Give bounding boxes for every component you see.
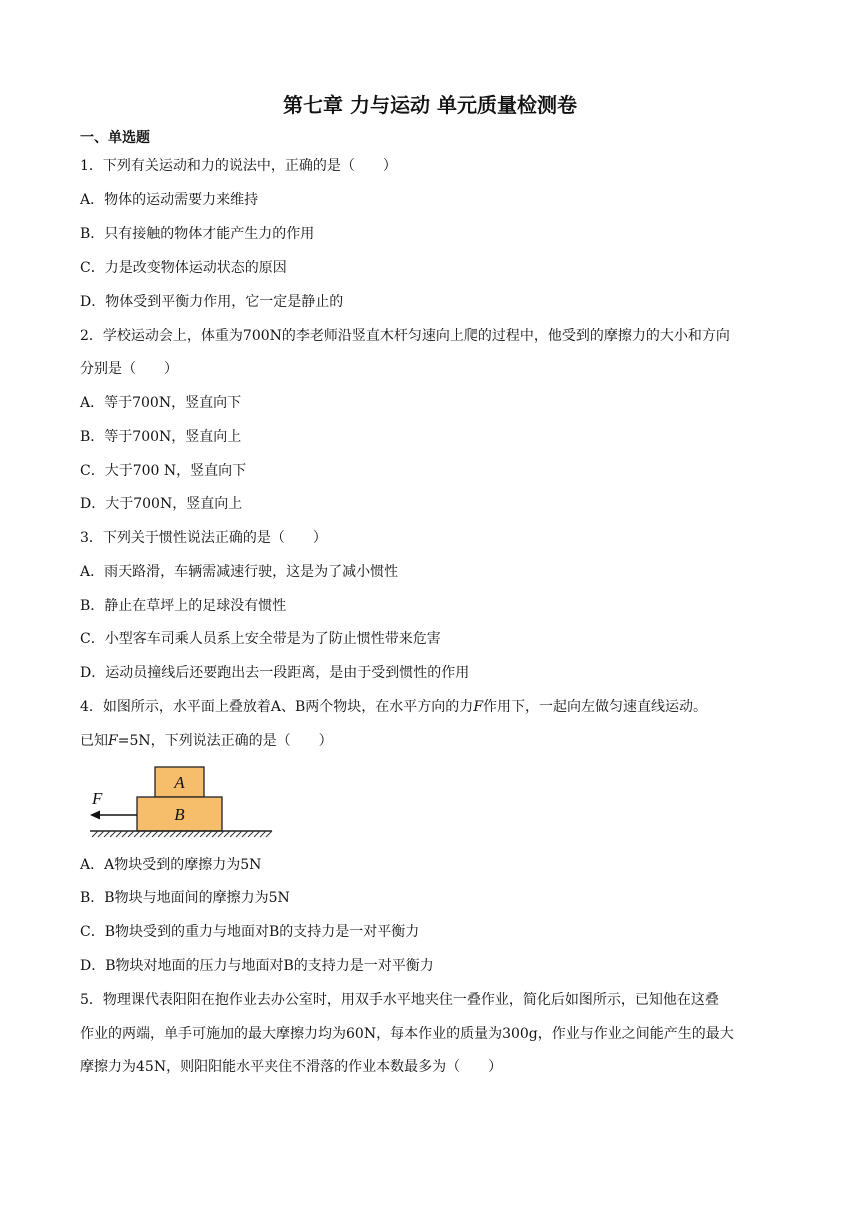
block-a-label: A: [174, 773, 185, 792]
q5-stem-line3: 摩擦力为45N，则阳阳能水平夹住不滑落的作业本数最多为（ ）: [80, 1059, 503, 1075]
q4-stem-line1-variable: F: [473, 699, 484, 715]
q4-option-a: A．A物块受到的摩擦力为5N: [80, 857, 262, 873]
q2-option-a: A．等于700N，竖直向下: [80, 395, 242, 411]
q4-stem-line2-text-b: =5N，下列说法正确的是（ ）: [117, 733, 333, 749]
section-heading: 一、单选题: [80, 130, 150, 146]
q3-stem: 3．下列关于惯性说法正确的是（ ）: [80, 530, 327, 546]
q4-stem-line1-text-b: 作用下，一起向左做匀速直线运动。: [483, 699, 708, 715]
q5-stem-line1: 5．物理课代表阳阳在抱作业去办公室时，用双手水平地夹住一叠作业，简化后如图所示，已知他在这叠: [80, 992, 719, 1008]
block-b-label: B: [174, 805, 185, 824]
q4-stem-line1-text-a: 4．如图所示，水平面上叠放着A、B两个物块，在水平方向的力: [80, 699, 474, 715]
q4-option-b: B．B物块与地面间的摩擦力为5N: [80, 890, 290, 906]
force-arrow-icon: [90, 811, 100, 820]
stacked-blocks-figure: [86, 760, 276, 842]
q2-stem-line1: 2．学校运动会上，体重为700N的李老师沿竖直木杆匀速向上爬的过程中，他受到的摩擦力的大小和方向: [80, 328, 730, 344]
q1-option-a: A．物体的运动需要力来维持: [80, 192, 259, 208]
q1-stem: 1．下列有关运动和力的说法中，正确的是（ ）: [80, 158, 397, 174]
q3-option-c: C．小型客车司乘人员系上安全带是为了防止惯性带来危害: [80, 631, 441, 647]
page-title: 第七章 力与运动 单元质量检测卷: [283, 93, 577, 117]
q4-stem-line2: [80, 731, 786, 751]
q5-stem-line2: 作业的两端，单手可施加的最大摩擦力均为60N，每本作业的质量为300g，作业与作业之间能产生的最大: [80, 1026, 734, 1042]
q2-stem-line2: 分别是（ ）: [80, 361, 178, 377]
q3-option-b: B．静止在草坪上的足球没有惯性: [80, 598, 287, 614]
q2-option-c: C．大于700 N，竖直向下: [80, 463, 247, 479]
q1-option-d: D．物体受到平衡力作用，它一定是静止的: [80, 294, 344, 310]
q4-stem-line1: [80, 697, 786, 717]
ground-hatching: [92, 831, 272, 837]
q1-option-b: B．只有接触的物体才能产生力的作用: [80, 226, 315, 242]
q3-option-d: D．运动员撞线后还要跑出去一段距离，是由于受到惯性的作用: [80, 665, 470, 681]
q4-stem-line2-variable: F: [108, 733, 118, 749]
q2-option-b: B．等于700N，竖直向上: [80, 429, 242, 445]
q1-option-c: C．力是改变物体运动状态的原因: [80, 260, 287, 276]
force-label: F: [92, 789, 103, 808]
q2-option-d: D．大于700N，竖直向上: [80, 496, 243, 512]
q4-option-c: C．B物块受到的重力与地面对B的支持力是一对平衡力: [80, 924, 420, 940]
q4-option-d: D．B物块对地面的压力与地面对B的支持力是一对平衡力: [80, 958, 434, 974]
q3-option-a: A．雨天路滑，车辆需减速行驶，这是为了减小惯性: [80, 564, 399, 580]
q4-stem-line2-text-a: 已知: [80, 733, 108, 749]
